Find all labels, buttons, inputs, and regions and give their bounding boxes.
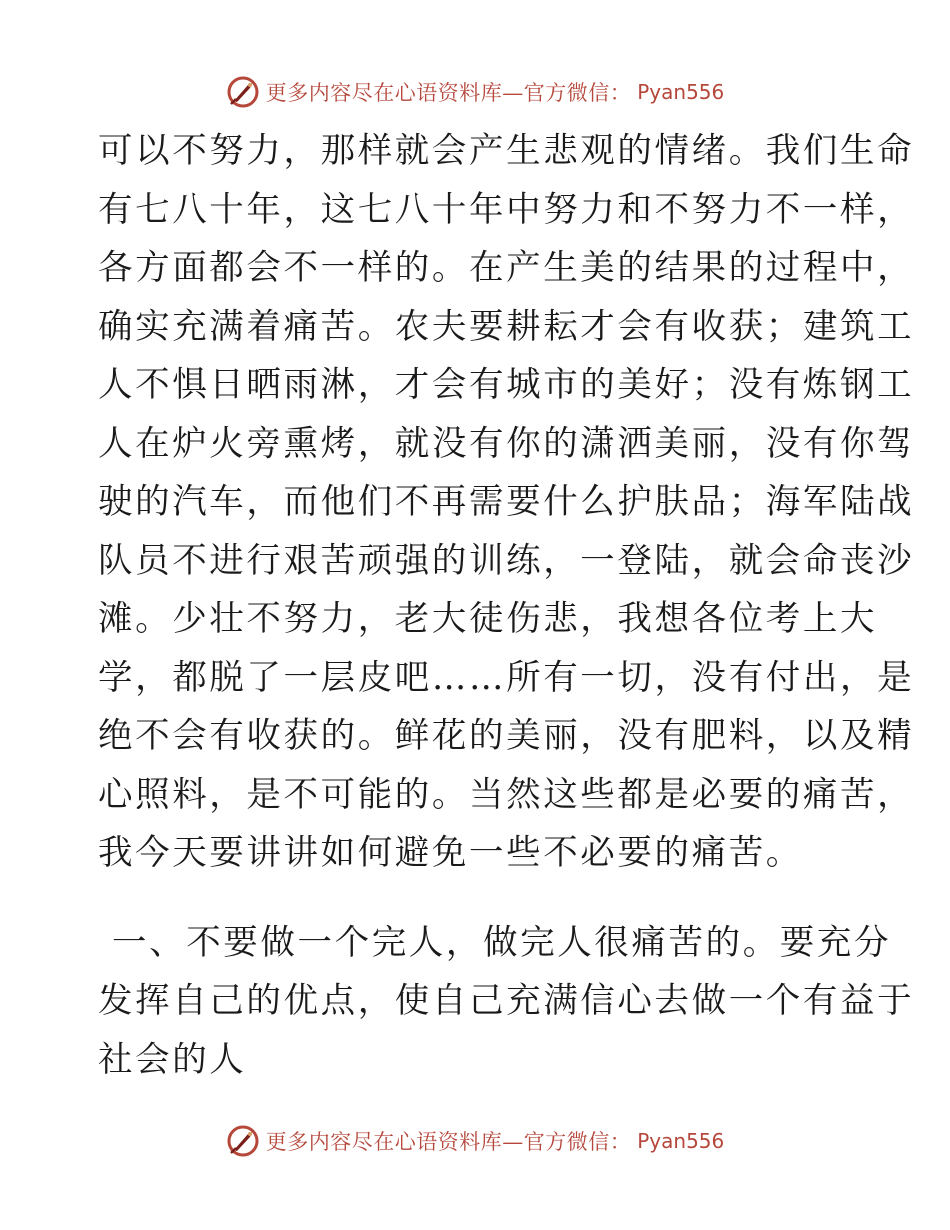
- watermark-text: 更多内容尽在心语资料库—官方微信：: [265, 1130, 632, 1154]
- text-line: 绝不会有收获的。鲜花的美丽，没有肥料，以及精: [98, 716, 915, 756]
- paragraph-1: [98, 122, 915, 883]
- text-line: 我今天要讲讲如何避免一些不必要的痛苦。: [98, 833, 803, 873]
- text-line: 队员不进行艰苦顽强的训练，一登陆，就会命丧沙: [98, 540, 915, 581]
- footer-watermark-inner: [226, 1124, 725, 1158]
- paragraph-2: [98, 914, 915, 1090]
- watermark-handle: Pyan556: [637, 80, 725, 104]
- footer-watermark: [0, 1121, 950, 1161]
- header-watermark: [0, 72, 950, 112]
- text-line: 滩。少壮不努力，老大徒伤悲，我想各位考上大: [98, 599, 878, 639]
- text-line: 一、不要做一个完人，做完人很痛苦的。要充分: [112, 922, 892, 963]
- text-line: 学，都脱了一层皮吧……所有一切，没有付出，是: [98, 657, 915, 698]
- paragraph-spacer: [98, 883, 858, 914]
- quill-logo-icon: [226, 75, 260, 109]
- text-line: 人不惧日晒雨淋，才会有城市的美好；没有炼钢工: [98, 365, 915, 405]
- text-line: 各方面都会不一样的。在产生美的结果的过程中，: [98, 248, 915, 288]
- text-line: 社会的人: [98, 1039, 247, 1080]
- text-line: 有七八十年，这七八十年中努力和不努力不一样，: [98, 189, 915, 230]
- watermark-text: 更多内容尽在心语资料库—官方微信：: [265, 81, 632, 105]
- text-line: 发挥自己的优点，使自己充满信心去做一个有益于: [98, 981, 915, 1021]
- text-line: 驶的汽车，而他们不再需要什么护肤品；海军陆战: [98, 482, 915, 522]
- header-watermark-inner: [226, 75, 725, 109]
- text-line: 确实充满着痛苦。农夫要耕耘才会有收获；建筑工: [98, 306, 915, 347]
- text-line: 可以不努力，那样就会产生悲观的情绪。我们生命: [98, 131, 915, 171]
- watermark-handle: Pyan556: [637, 1129, 725, 1153]
- document-body: [98, 122, 915, 1089]
- text-line: 心照料，是不可能的。当然这些都是必要的痛苦，: [98, 774, 915, 815]
- quill-logo-icon: [226, 1124, 260, 1158]
- text-line: 人在炉火旁熏烤，就没有你的潇洒美丽，没有你驾: [98, 423, 915, 464]
